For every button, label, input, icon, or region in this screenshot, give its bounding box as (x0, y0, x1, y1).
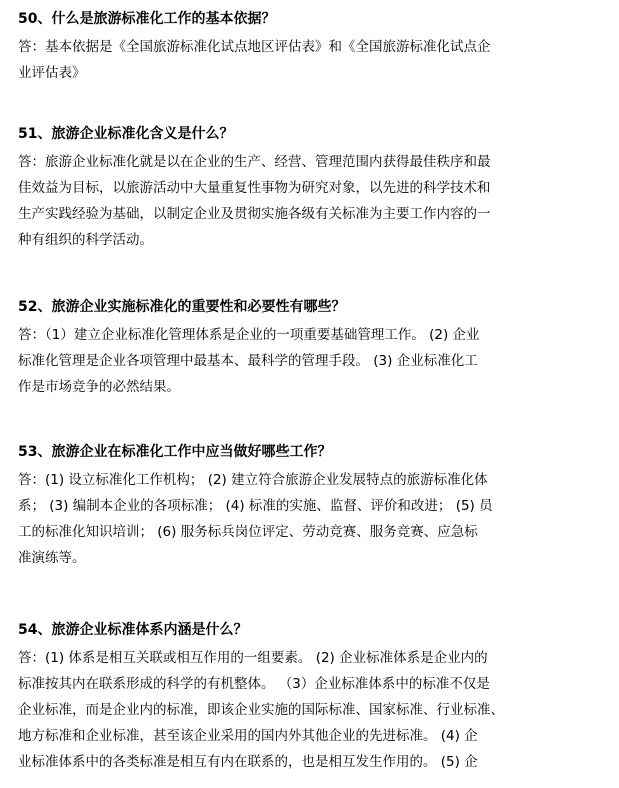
answer-line: 企业标准，而是企业内的标准，即该企业实施的国际标准、国家标准、行业标准、 (18, 702, 504, 718)
question-52-heading: 52、旅游企业实施标准化的重要性和必要性有哪些？ (18, 299, 346, 315)
answer-line: 作是市场竞争的必然结果。 (18, 379, 180, 395)
answer-line: 佳效益为目标，以旅游活动中大量重复性事物为研究对象，以先进的科学技术和 (18, 180, 491, 196)
answer-line: 答：基本依据是《全国旅游标准化试点地区评估表》和《全国旅游标准化试点企 (18, 39, 491, 55)
answer-51 (18, 149, 548, 253)
answer-line: 生产实践经验为基础，以制定企业及贯彻实施各级有关标准为主要工作内容的一 (18, 206, 491, 222)
answer-54 (18, 645, 548, 775)
answer-line: 标准化管理是企业各项管理中最基本、最科学的管理手段。 (3) 企业标准化工 (18, 353, 478, 369)
answer-line: 种有组织的科学活动。 (18, 232, 153, 248)
answer-line: 答：（1）建立企业标准化管理体系是企业的一项重要基础管理工作。 (2) 企业 (18, 327, 480, 343)
question-50-heading: 50、什么是旅游标准化工作的基本依据？ (18, 11, 276, 27)
answer-line: 准演练等。 (18, 550, 86, 566)
question-53-heading: 53、旅游企业在标准化工作中应当做好哪些工作？ (18, 444, 332, 460)
answer-52 (18, 322, 548, 400)
answer-line: 工的标准化知识培训； (6) 服务标兵岗位评定、劳动竞赛、服务竞赛、应急标 (18, 524, 478, 540)
answer-line: 业标准体系中的各类标准是相互有内在联系的，也是相互发生作用的。 (5) 企 (18, 754, 478, 770)
answer-line: 标准按其内在联系形成的科学的有机整体。 （3）企业标准体系中的标准不仅是 (18, 676, 490, 692)
answer-line: 答：(1) 设立标准化工作机构； (2) 建立符合旅游企业发展特点的旅游标准化体 (18, 472, 488, 488)
answer-line: 地方标准和企业标准，甚至该企业采用的国内外其他企业的先进标准。 (4) 企 (18, 728, 478, 744)
answer-line: 业评估表》 (18, 65, 86, 81)
answer-50 (18, 34, 548, 86)
question-54-heading: 54、旅游企业标准体系内涵是什么？ (18, 622, 248, 638)
question-51-heading: 51、旅游企业标准化含义是什么？ (18, 126, 234, 142)
answer-line: 答：(1) 体系是相互关联或相互作用的一组要素。 (2) 企业标准体系是企业内的 (18, 650, 488, 666)
answer-line: 答：旅游企业标准化就是以在企业的生产、经营、管理范围内获得最佳秩序和最 (18, 154, 491, 170)
answer-line: 系； (3) 编制本企业的各项标准； (4) 标准的实施、监督、评价和改进； (5) 员 (18, 498, 493, 514)
answer-53 (18, 467, 548, 571)
